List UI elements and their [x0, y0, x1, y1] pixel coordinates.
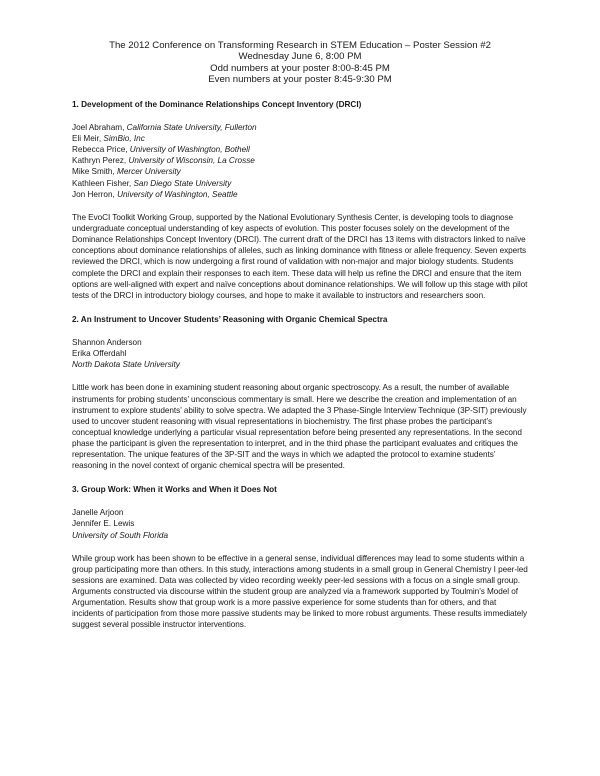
poster-title: 1. Development of the Dominance Relationships Concept Inventory (DRCI) — [72, 99, 362, 109]
poster-title: 3. Group Work: When it Works and When it Does Not — [72, 485, 277, 495]
author-name: Janelle Arjoon — [72, 508, 124, 518]
author-line — [72, 507, 528, 518]
author-affiliation: North Dakota State University — [72, 360, 180, 370]
author-line — [72, 518, 528, 529]
poster-entry — [72, 314, 528, 471]
session-date: Wednesday June 6, 8:00 PM — [238, 51, 362, 63]
author-name: Joel Abraham, — [72, 122, 127, 132]
even-numbers-time: Even numbers at your poster 8:45-9:30 PM — [208, 74, 392, 86]
poster-abstract: While group work has been shown to be effective in a general sense, individual differences may lead to some students within a group participating more than others. In this study, interactions among students in a small group in General Chemistry I peer-led sessions are examined. Data was collected by video recording weekly peer-led sessions with a focus on a single small group. Arguments constructed via discourse within the student group are analyzed via a framework supported by Toulmin’s Model of Argumentation. Results show that group work is a more passive experience for some students than for others, and that incidents of participation from those more passive students may be linked to more robust arguments. These results immediately suggest several possible instructor interventions. — [72, 553, 528, 630]
author-line — [72, 189, 528, 200]
author-affiliation: University of Washington, Seattle — [117, 189, 238, 199]
conference-title: The 2012 Conference on Transforming Research in STEM Education – Poster Session #2 — [109, 40, 491, 51]
author-affiliation: California State University, Fullerton — [126, 122, 257, 132]
author-line — [72, 178, 528, 189]
poster-abstract: The EvoCI Toolkit Working Group, supported by the National Evolutionary Synthesis Center, is developing tools to diagnose undergraduate conceptual understanding of key aspects of evolution. This poster focuses solely on the development of the Dominance Relationships Concept Inventory (DRCI). The current draft of the DRCI has 13 items with distractors linked to naïve conceptions about dominance relationships of alleles, such as linking dominance with fitness or allele frequency. Seven experts reviewed the DRCI, which is now undergoing a first round of validation with non-major and major biology students. Students complete the DRCI and explain their responses to each item. These data will help us refine the DRCI and ensure that the item options are well-aligned with expert and naïve conceptions about dominance relationships. We will follow up this stage with pilot tests of the DRCI in introductory biology courses, and hope to make it available to instructors and researchers soon. — [72, 213, 528, 300]
author-name: Jennifer E. Lewis — [72, 519, 135, 529]
author-line — [72, 337, 528, 348]
session-header — [72, 40, 528, 86]
author-name: Rebecca Price, — [72, 145, 130, 155]
author-name: Shannon Anderson — [72, 337, 142, 347]
author-name: Mike Smith, — [72, 167, 118, 177]
author-name: Jon Herron, — [72, 189, 118, 199]
poster-entry — [72, 484, 528, 630]
author-line — [72, 530, 528, 541]
author-name: Eli Meir, — [72, 133, 104, 143]
author-affiliation: University of Wisconsin, La Crosse — [128, 156, 255, 166]
author-affiliation: University of Washington, Bothell — [129, 145, 250, 155]
author-line — [72, 359, 528, 370]
author-list — [72, 122, 528, 200]
author-line — [72, 348, 528, 359]
author-affiliation: University of South Florida — [72, 530, 169, 540]
author-list — [72, 337, 528, 371]
author-line — [72, 133, 528, 144]
author-name: Kathryn Perez, — [72, 156, 129, 166]
author-name: Erika Offerdahl — [72, 349, 127, 358]
author-name: Kathleen Fisher, — [72, 178, 134, 188]
author-line — [72, 166, 528, 177]
author-affiliation: SimBio, Inc — [103, 133, 145, 143]
author-line — [72, 144, 528, 155]
author-affiliation: San Diego State University — [133, 178, 232, 188]
poster-abstract: Little work has been done in examining student reasoning about organic spectroscopy. As a result, the number of available instruments for probing students’ unconscious commentary is small. Here we describe the creation and implementation of an instrument to explore students’ ability to solve spectra. We adapted the 3 Phase-Single Interview Technique (3P-SIT) previously used to uncover student reasoning with visual representations in biochemistry. The first phase probes the participant’s conceptual knowledge underlying a particular visual representation before being presented any representations. In the second phase the participant is given the representation to interpret, and in the third phase the participant evaluates and critiques the representation. The unique features of the 3P-SIT and the ways in which we adapted the protocol to examine students’ reasoning in the novel context of organic chemical spectra will be presented. — [72, 383, 527, 471]
odd-numbers-time: Odd numbers at your poster 8:00-8:45 PM — [210, 62, 390, 74]
poster-list — [72, 99, 528, 631]
author-line — [72, 122, 528, 133]
author-affiliation: Mercer University — [117, 167, 181, 177]
poster-entry — [72, 99, 528, 301]
author-list — [72, 507, 528, 541]
poster-title: 2. An Instrument to Uncover Students’ Reasoning with Organic Chemical Spectra — [72, 314, 388, 324]
author-line — [72, 155, 528, 166]
